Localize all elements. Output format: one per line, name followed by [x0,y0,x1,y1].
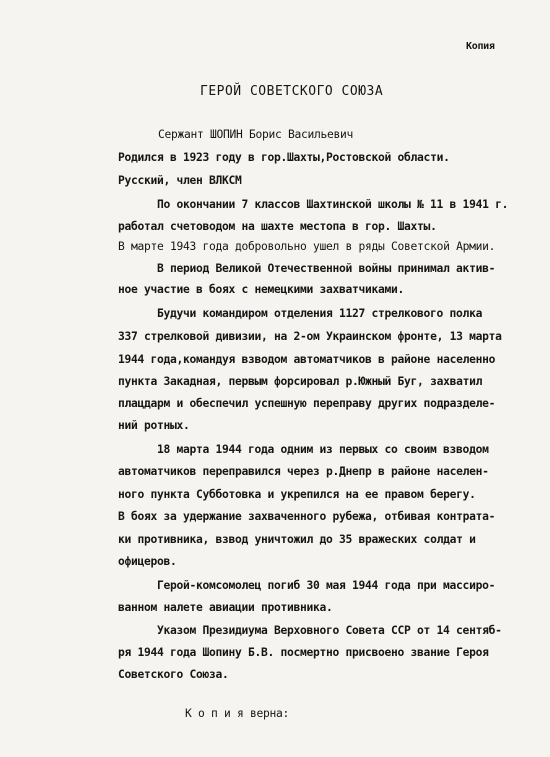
text-line: Будучи командиром отделения 1127 стрелкового полка [157,307,483,320]
text-line: 337 стрелковой дивизии, на 2-ом Украинском фронте, 13 марта [118,330,502,343]
text-line: В боях за удержание захваченного рубежа, отбивая контрата- [118,510,496,523]
text-line: 1944 года,командуя взводом автоматчиков в районе населенно [118,353,496,366]
text-line: плацдарм и обеспечил успешную переправу других подразделе- [118,397,496,410]
text-line: ное участие в боях с немецкими захватчиками. [118,283,405,296]
text-line: Советского Союза. [118,668,229,681]
text-line: Родился в 1923 году в гор.Шахты,Ростовской области. [118,151,450,164]
text-line: В марте 1943 года добровольно ушел в ряды Советской Армии. [118,240,496,253]
text-line: 18 марта 1944 года одним из первых со своим взводом [157,443,489,456]
text-line: ного пункта Субботовка и укрепился на ее правом берегу. [118,488,476,501]
text-line: По окончании 7 классов Шахтинской школы № 11 в 1941 г. [157,198,509,211]
text-line: пункта Закадная, первым форсировал р.Южный Буг, захватил [118,375,483,388]
document-heading: ГЕРОЙ СОВЕТСКОГО СОЮЗА [200,84,384,99]
text-line: Указом Президиума Верховного Совета ССР от 14 сентяб- [157,624,502,637]
text-line: ний ротных. [118,419,190,432]
text-line: Сержант ШОПИН Борис Васильевич [158,128,354,141]
text-line: автоматчиков переправился через р.Днепр в районе населен- [118,465,489,478]
text-line: работал счетоводом на шахте местопа в гор. Шахты. [118,220,437,233]
text-line: ки противника, взвод уничтожил до 35 вражеских солдат и [118,533,476,546]
text-line: Русский, член ВЛКСМ [118,174,242,187]
text-line: ванном налете авиации противника. [118,601,333,614]
text-line: Герой-комсомолец погиб 30 мая 1944 года при массиро- [157,579,496,592]
copy-mark: Копия [466,41,495,52]
document-footer: К о п и я верна: [185,707,290,720]
text-line: В период Великой Отечественной войны принимал актив- [157,262,496,275]
text-line: офицеров. [118,555,177,568]
text-line: ря 1944 года Шопину Б.В. посмертно присвоено звание Героя [118,646,489,659]
